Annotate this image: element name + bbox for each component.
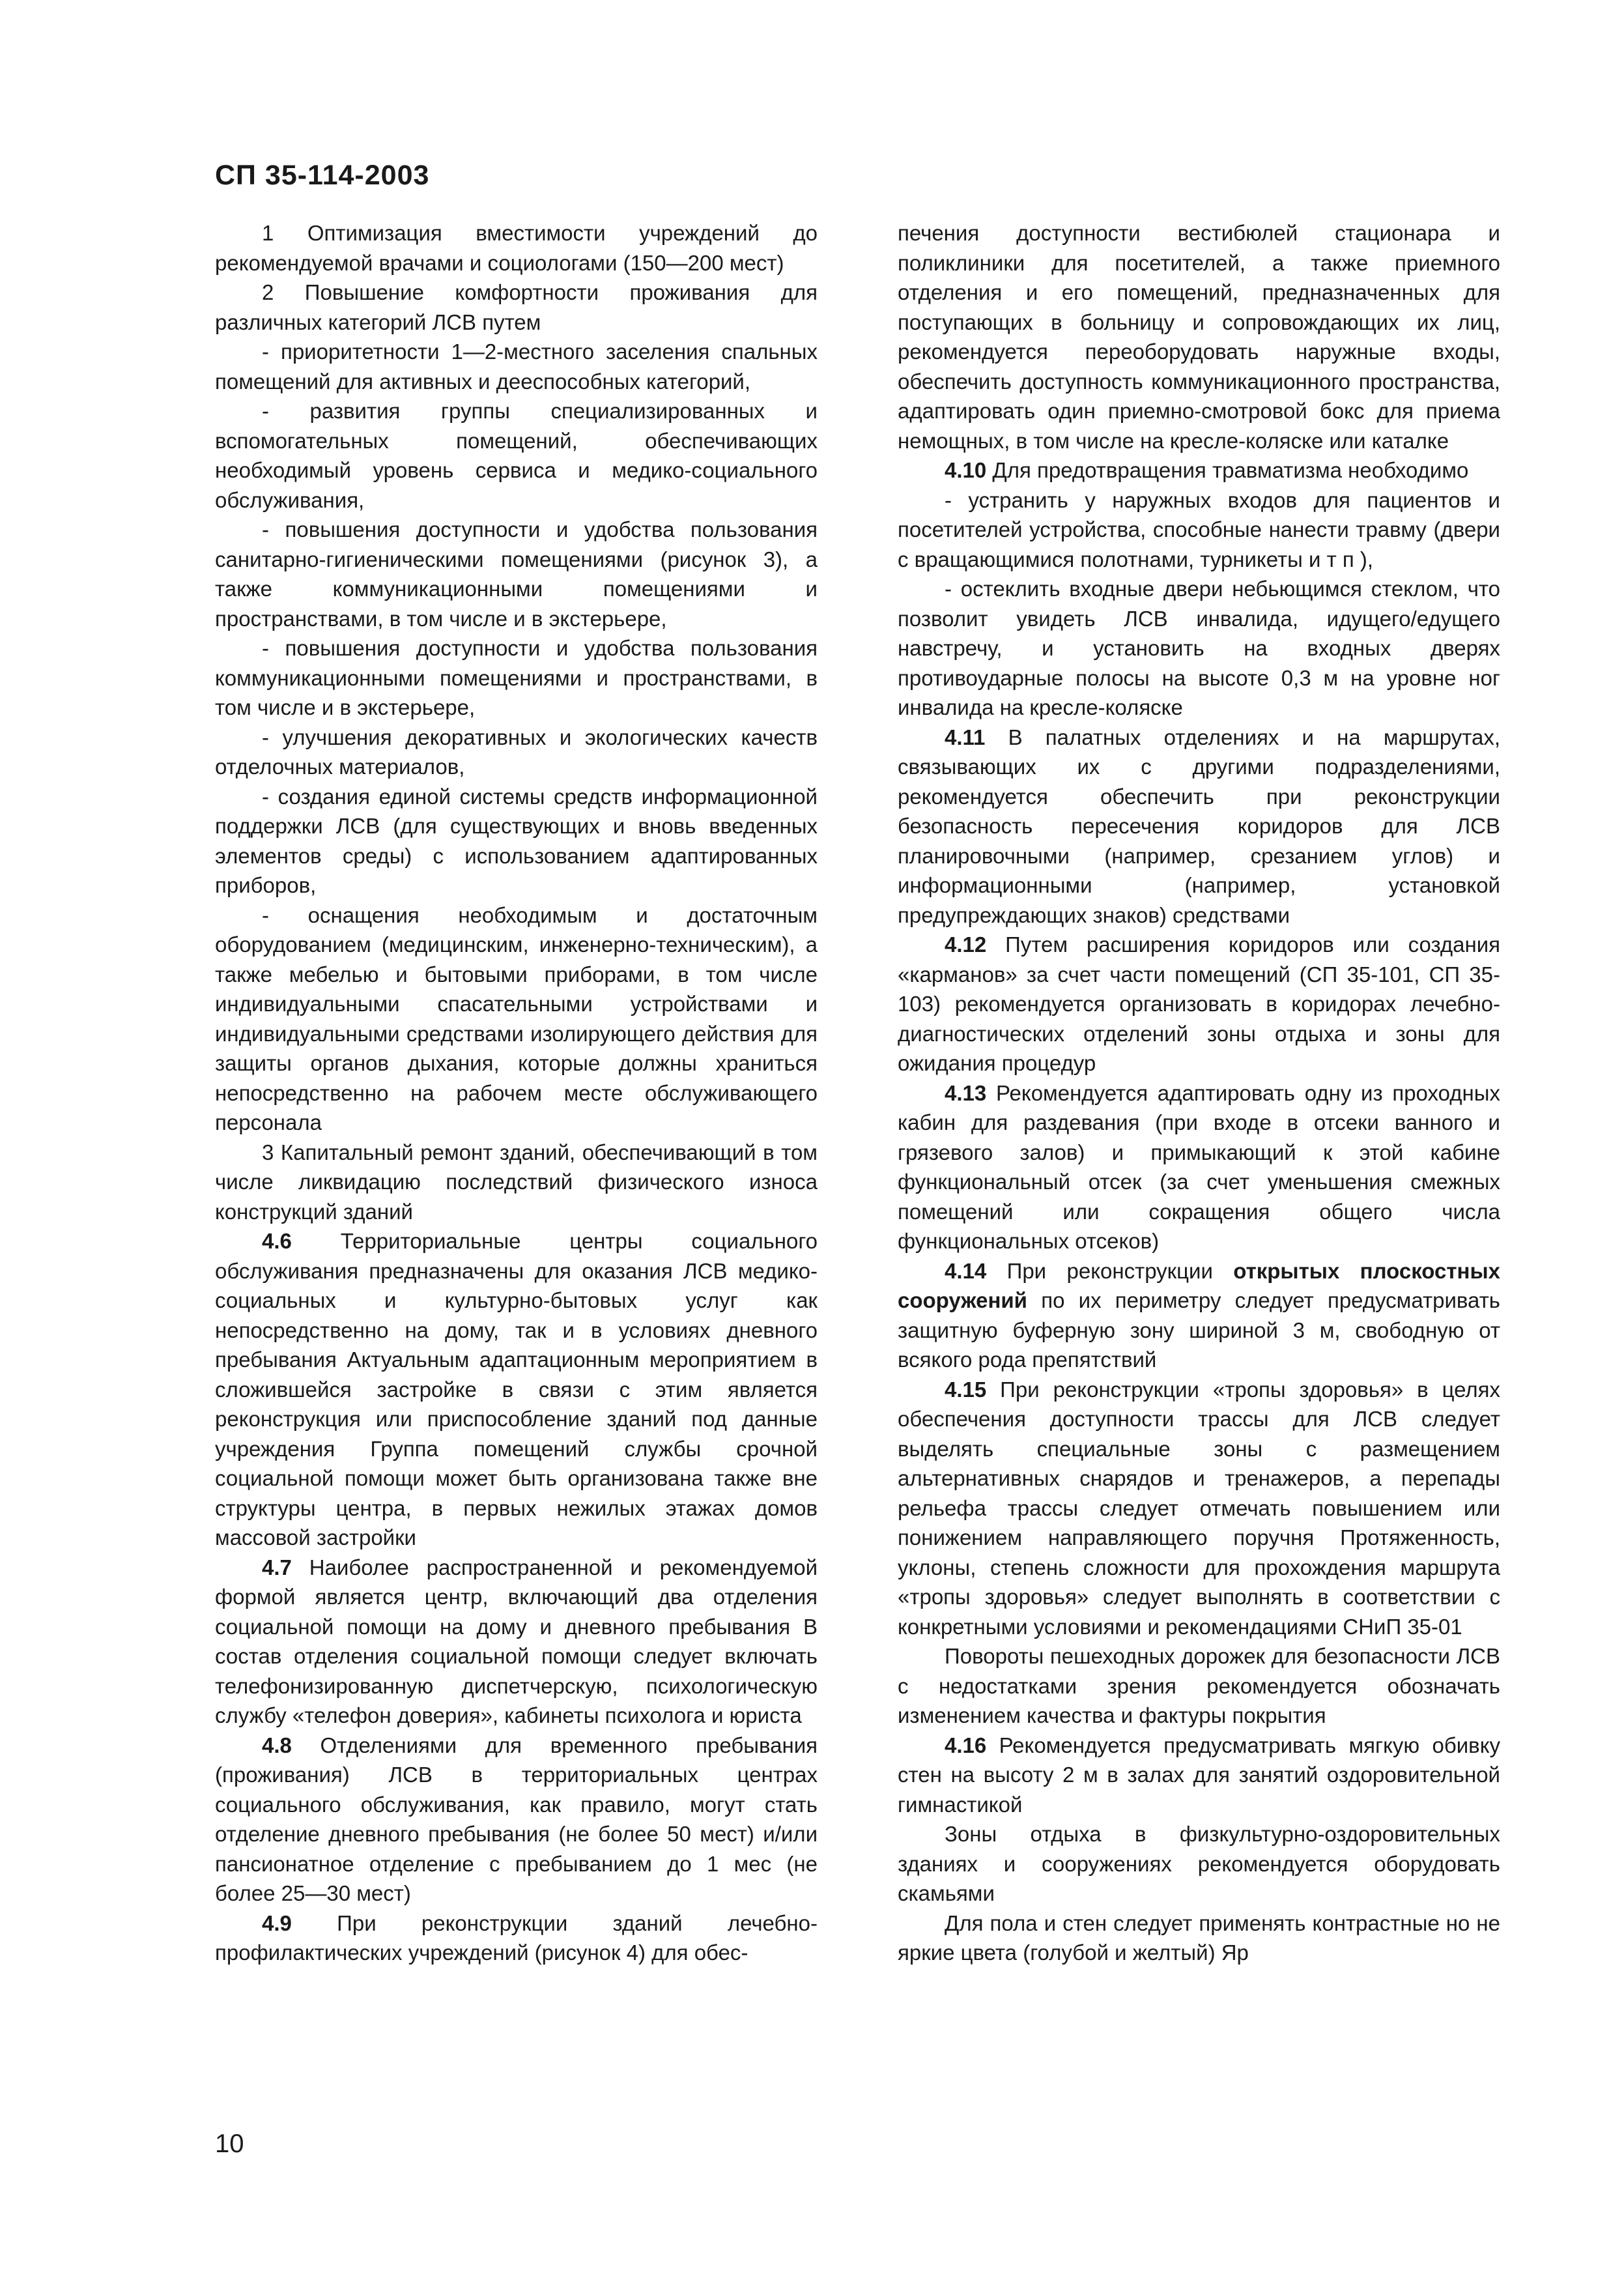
clause-text: Рекомендуется адаптировать одну из проходных кабин для раздевания (при входе в отсеки ванного и грязевого залов) и примыкающий к этой кабине функциональный отсек (за счет уменьшения смежных помещений или сокращения общего числа функциональных отсеков) bbox=[898, 1080, 1500, 1253]
clause-text: Путем расширения коридоров или создания «карманов» за счет части помещений (СП 35-101, СП 35-103) рекомендуется организовать в коридорах лечебно-диагностических отделений зоны отдыха и зоны для ожидания процедур bbox=[898, 932, 1500, 1075]
clause-4-7 bbox=[215, 1553, 818, 1731]
paragraph: Повороты пешеходных дорожек для безопасности ЛСВ с недостатками зрения рекомендуется обозначать изменением качества и фактуры покрытия bbox=[898, 1644, 1500, 1727]
clause-text: Наиболее распространенной и рекомендуемой формой является центр, включающий два отделения социальной помощи на дому и дневного пребывания В состав отделения социальной помощи следует включать телефонизированную диспетчерскую, психологическую службу «телефон доверия», кабинеты психолога и юриста bbox=[215, 1555, 818, 1727]
clause-4-12 bbox=[898, 930, 1500, 1078]
clause-text: Рекомендуется предусматривать мягкую обивку стен на высоту 2 м в залах для занятий оздоровительной гимнастикой bbox=[898, 1733, 1501, 1817]
clause-number: 4.9 bbox=[262, 1910, 292, 1935]
paragraph: Зоны отдыха в физкультурно-оздоровительных зданиях и сооружениях рекомендуется оборудовать скамьями bbox=[898, 1822, 1500, 1905]
clause-4-9 bbox=[215, 1909, 818, 1968]
clause-number: 4.16 bbox=[945, 1733, 987, 1757]
clause-text: по их периметру следует предусматривать защитную буферную зону шириной 3 м, свободную от всякого рода препятствий bbox=[898, 1288, 1500, 1372]
paragraph: 2 Повышение комфортности проживания для различных категорий ЛСВ путем bbox=[215, 280, 818, 334]
clause-4-13 bbox=[898, 1078, 1500, 1256]
clause-number: 4.14 bbox=[945, 1258, 987, 1283]
clause-4-14 bbox=[898, 1256, 1500, 1375]
clause-number: 4.6 bbox=[262, 1229, 292, 1253]
clause-number: 4.8 bbox=[262, 1733, 292, 1757]
right-column bbox=[898, 218, 1500, 1968]
clause-number: 4.7 bbox=[262, 1555, 292, 1579]
clause-text: Территориальные центры социального обслуживания предназначены для оказания ЛСВ медико-социальных и культурно-бытовых услуг как непосредственно на дому, так и в условиях дневного пребывания Актуальным адаптационным мероприятием в сложившейся застройке в связи с этим является реконструкция или приспособление зданий под данные учреждения Группа помещений службы срочной социальной помощи может быть организована также вне структуры центра, в первых нежилых этажах домов массовой застройки bbox=[215, 1229, 818, 1549]
clause-number: 4.12 bbox=[945, 932, 987, 957]
clause-text: При реконструкции bbox=[1006, 1258, 1213, 1283]
list-item: - повышения доступности и удобства пользования санитарно-гигиеническими помещениями (рисунок 3), а также коммуникационными помещениями и пространствами, в том числе и в экстерьере, bbox=[215, 517, 818, 631]
clause-text: При реконструкции «тропы здоровья» в целях обеспечения доступности трассы для ЛСВ следует выделять специальные зоны с размещением альтернативных снарядов и тренажеров, а перепады рельефа трассы следует отмечать повышением или понижением направляющего поручня Протяженность, уклоны, степень сложности для прохождения маршрута «тропы здоровья» следует выполнять в соответствии с конкретными условиями и рекомендациями СНиП 35-01 bbox=[898, 1377, 1500, 1639]
list-item: - повышения доступности и удобства пользования коммуникационными помещениями и пространствами, в том числе и в экстерьере, bbox=[215, 636, 818, 719]
paragraph: печения доступности вестибюлей стационара и поликлиники для посетителей, а также приемного отделения и его помещений, предназначенных для поступающих в больницу и сопровождающих их лиц, рекомендуется переоборудовать наружные входы, обеспечить доступность коммуникационного пространства, адаптировать один приемно-смотровой бокс для приема немощных, в том числе на кресле-коляске или каталке bbox=[898, 221, 1500, 453]
clause-number: 4.13 bbox=[945, 1080, 987, 1105]
list-item: - устранить у наружных входов для пациентов и посетителей устройства, способные нанести травму (двери с вращающимися полотнами, турникеты и т п ), bbox=[898, 487, 1500, 571]
clause-4-6 bbox=[215, 1226, 818, 1553]
clause-number: 4.11 bbox=[945, 725, 986, 749]
clause-4-15 bbox=[898, 1375, 1500, 1642]
list-item: - приоритетности 1—2-местного заселения спальных помещений для активных и дееспособных категорий, bbox=[215, 339, 818, 394]
list-item: - создания единой системы средств информационной поддержки ЛСВ (для существующих и вновь введенных элементов среды) с использованием адаптированных приборов, bbox=[215, 784, 818, 897]
document-code-header: СП 35-114-2003 bbox=[215, 160, 430, 191]
clause-4-16 bbox=[898, 1731, 1500, 1820]
paragraph: 3 Капитальный ремонт зданий, обеспечивающий в том числе ликвидацию последствий физического износа конструкций зданий bbox=[215, 1140, 818, 1224]
list-item: - остеклить входные двери небьющимся стеклом, что позволит увидеть ЛСВ инвалида, идущего/едущего навстречу, и установить на входных дверях противоударные полосы на высоте 0,3 м на уровне ног инвалида на кресле-коляске bbox=[898, 577, 1500, 719]
clause-4-8 bbox=[215, 1731, 818, 1909]
clause-4-10 bbox=[898, 455, 1500, 485]
clause-4-11 bbox=[898, 723, 1500, 930]
list-item: - улучшения декоративных и экологических качеств отделочных материалов, bbox=[215, 725, 818, 779]
paragraph: Для пола и стен следует применять контрастные но не яркие цвета (голубой и желтый) Яр bbox=[898, 1910, 1500, 1965]
paragraph: 1 Оптимизация вместимости учреждений до рекомендуемой врачами и социологами (150—200 мест) bbox=[215, 221, 818, 275]
clause-text: При реконструкции зданий лечебно-профилактических учреждений (рисунок 4) для обес- bbox=[215, 1910, 818, 1965]
list-item: - развития группы специализированных и вспомогательных помещений, обеспечивающих необходимый уровень сервиса и медико-социального обслуживания, bbox=[215, 399, 818, 512]
page-number: 10 bbox=[215, 2129, 244, 2158]
clause-number: 4.10 bbox=[945, 458, 987, 482]
emphasized-term: открытых плоскостных сооружений bbox=[898, 1258, 1501, 1312]
clause-number: 4.15 bbox=[945, 1377, 987, 1402]
list-item: - оснащения необходимым и достаточным оборудованием (медицинским, инженерно-техническим), а также мебелью и бытовыми приборами, в том числе индивидуальными спасательными устройствами и индивидуальными средствами изолирующего действия для защиты органов дыхания, которые должны храниться непосредственно на рабочем месте обслуживающего персонала bbox=[215, 902, 818, 1134]
clause-text: В палатных отделениях и на маршрутах, связывающих их с другими подразделениями, рекомендуется обеспечить при реконструкции безопасность пересечения коридоров для ЛСВ планировочными (например, срезанием углов) и информационными (например, установкой предупреждающих знаков) средствами bbox=[898, 725, 1501, 927]
left-column bbox=[215, 218, 818, 1968]
clause-text: Для предотвращения травматизма необходимо bbox=[992, 458, 1469, 482]
clause-text: Отделениями для временного пребывания (проживания) ЛСВ в территориальных центрах социального обслуживания, как правило, могут стать отделение дневного пребывания (не более 50 мест) и/или пансионатное отделение с пребыванием до 1 мес (не более 25—30 мест) bbox=[215, 1733, 818, 1905]
